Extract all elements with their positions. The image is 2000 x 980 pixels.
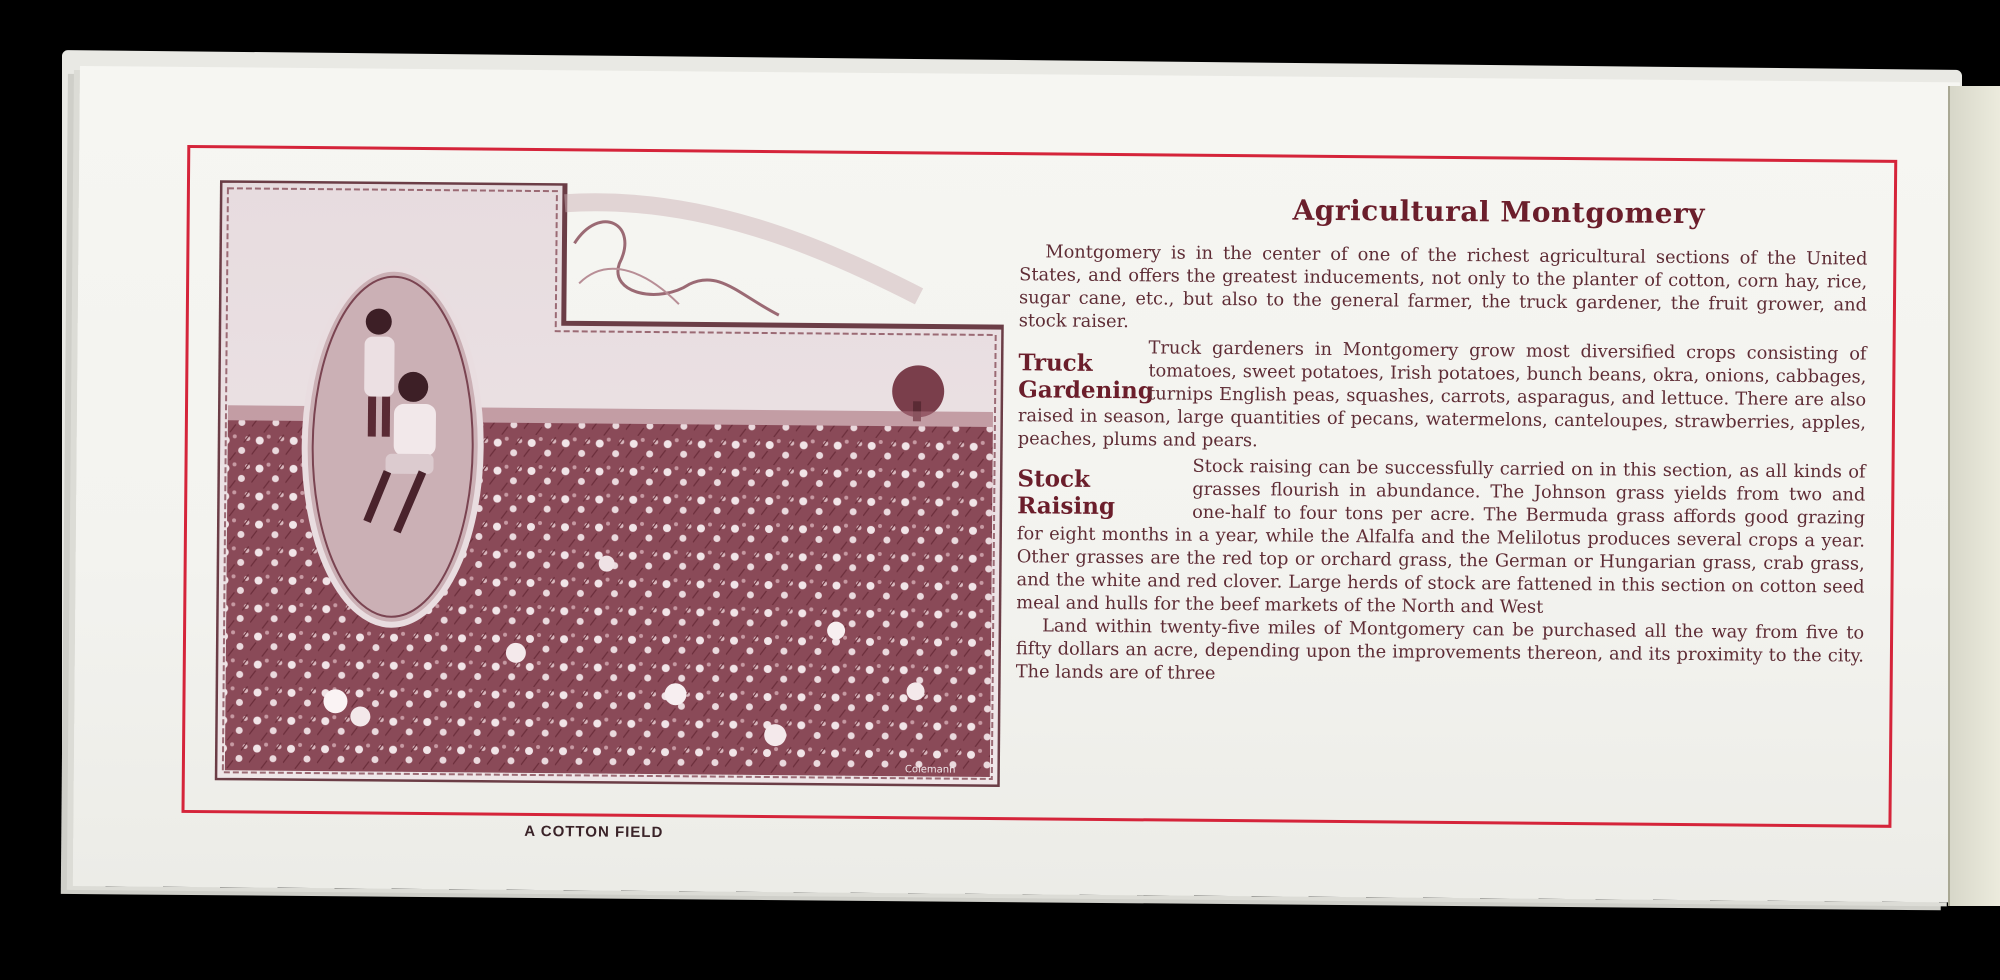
facing-page-edge — [1948, 86, 2000, 906]
page-title: Agricultural Montgomery — [1292, 193, 1706, 231]
red-border-frame — [181, 145, 1897, 842]
section-heading-line: Truck — [1018, 349, 1093, 377]
section-paragraph: Stock raising can be successfully carried on in this section, as all kinds of grasses flourish in abundance. The Johnson grass yields from two and one-half to four tons per acre. The Bermuda grass affords good grazing for eight months in a year, while the Alfalfa and the Melilotus produces several crops a year. Other grasses are the red top or orchard grass, the German or Hungarian grass, crab grass, and the white and red clover. Large herds of stock are fattened in this section on cotton seed meal and hulls for the beef markets of the North and West — [1016, 455, 1866, 618]
section-heading-stock-raising — [1017, 465, 1192, 521]
cotton-field-illustration — [215, 180, 1005, 787]
brochure-page — [73, 66, 1960, 902]
cotton-field-photo — [215, 180, 1005, 842]
section-stock-raising — [1016, 453, 1865, 621]
photo-signature: Colemann — [904, 764, 956, 776]
article-column — [1016, 185, 1868, 690]
section-truck-gardening — [1018, 335, 1867, 457]
section-heading-truck-gardening — [1018, 349, 1154, 405]
section-paragraph: Truck gardeners in Montgomery grow most diversified crops consisting of tomatoes, sweet potatoes, Irish potatoes, bunch beans, okra, onions, cabbages, turnips English peas, squashes, carrots, asparagus, and lettuce. There are also raised in season, large quantities of pecans, watermelons, canteloupes, strawberries, apples, peaches, plums and pears. — [1017, 337, 1867, 452]
intro-paragraph: Montgomery is in the center of one of the richest agricultural sections of the United States, and offers the greatest inducements, not only to the planter of cotton, corn hay, rice, sugar cane, etc., but also to the general farmer, the truck gardener, the fruit grower, and stock raiser. — [1018, 241, 1868, 333]
section-heading-line: Gardening — [1018, 376, 1154, 405]
photo-caption: A COTTON FIELD — [524, 822, 664, 842]
closing-paragraph: Land within twenty-five miles of Montgomery can be purchased all the way from five to fifty dollars an acre, depending upon the improvements thereon, and its proximity to the city. The lands are of three — [1015, 615, 1865, 684]
section-heading-line: Stock Raising — [1017, 465, 1116, 521]
